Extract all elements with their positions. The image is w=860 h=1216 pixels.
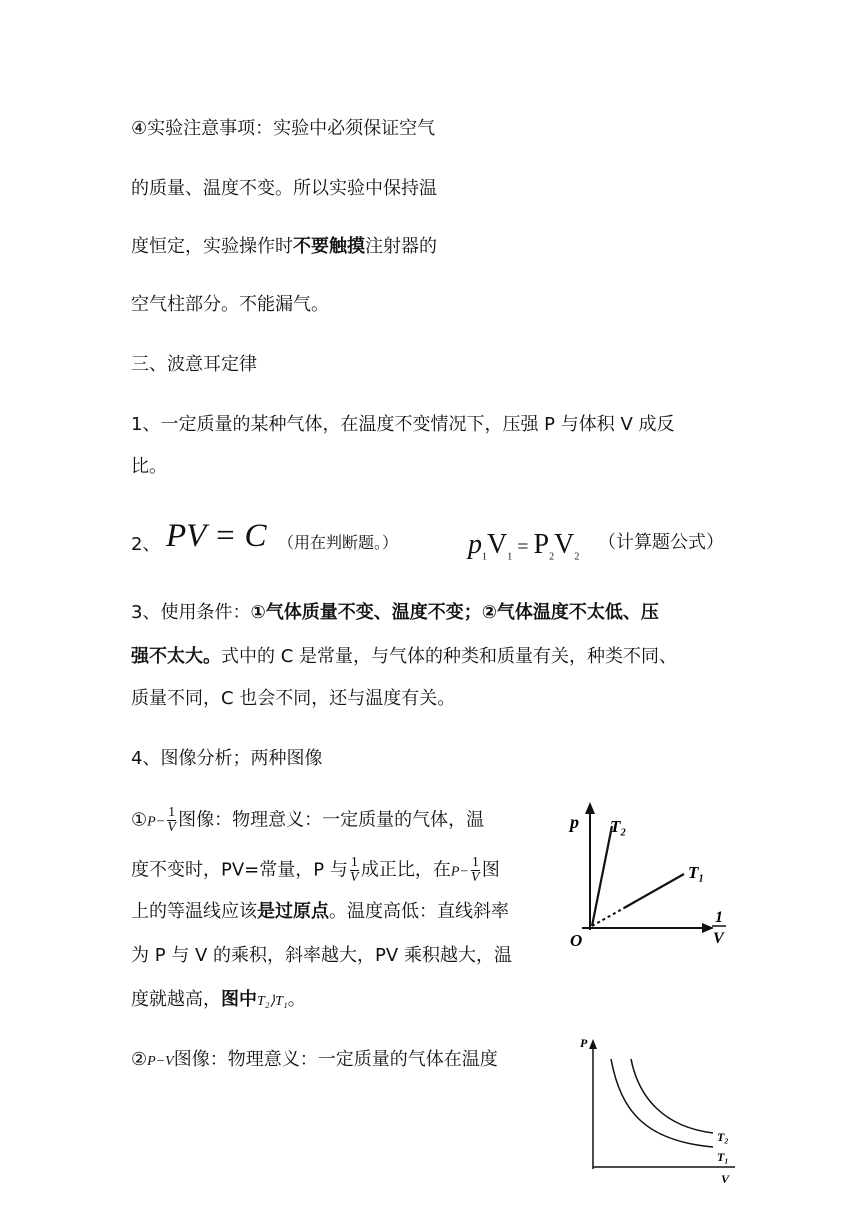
note4-line4: 空气柱部分。不能漏气。 bbox=[131, 294, 329, 315]
frac-num: 1 bbox=[168, 805, 176, 820]
graph1-line5-c: 。 bbox=[287, 989, 306, 1010]
frac-den: V bbox=[350, 870, 359, 885]
graph1-line2-b: 成正比，在 bbox=[360, 859, 451, 881]
graph1-line5-a: 度就越高， bbox=[131, 989, 221, 1010]
t2-gt-t1: T₂⟩T₁ bbox=[257, 994, 288, 1009]
fig1-line-t1 bbox=[624, 874, 684, 908]
fig2-t1-label: T₁ bbox=[717, 1150, 729, 1164]
graph2-line1-num: ② bbox=[131, 1049, 148, 1070]
note4-line3-c: 注射器的 bbox=[365, 236, 437, 257]
fig1-line-t2 bbox=[592, 826, 612, 926]
fig2-x-label: V bbox=[721, 1172, 730, 1186]
frac-den: V bbox=[471, 870, 480, 885]
item3-line3: 质量不同，C 也会不同，还与温度有关。 bbox=[131, 688, 456, 709]
fig1-origin-label: O bbox=[570, 931, 583, 950]
graph1-p-minus: P− bbox=[450, 864, 469, 880]
fig2-curve-t2 bbox=[631, 1059, 713, 1133]
frac-num: 1 bbox=[350, 855, 358, 870]
section3-title: 三、波意耳定律 bbox=[131, 354, 257, 375]
item1-line2: 比。 bbox=[131, 456, 167, 477]
item3-line1 bbox=[131, 601, 659, 625]
item4-heading: 4、图像分析；两种图像 bbox=[131, 748, 323, 769]
graph1-line2-c: 图 bbox=[481, 859, 500, 881]
fig2-t2-label: T₂ bbox=[717, 1130, 729, 1144]
graph1-line3-a: 上的等温线应该 bbox=[131, 901, 257, 922]
note4-line1: ④实验注意事项：实验中必须保证空气 bbox=[131, 118, 436, 139]
graph1-line2 bbox=[131, 856, 500, 885]
one-over-v-fraction bbox=[471, 856, 480, 885]
item3-line2 bbox=[131, 645, 677, 669]
item2-note-calc: （计算题公式） bbox=[598, 532, 724, 553]
item3-line2-bold: 强不太大。 bbox=[131, 646, 221, 667]
graph1-p-minus: P− bbox=[147, 814, 166, 830]
fig1-t2-label: T₂ bbox=[610, 817, 627, 836]
graph1-line1-b: 图像：物理意义：一定质量的气体，温 bbox=[178, 809, 485, 831]
fig2-y-arrow bbox=[589, 1039, 597, 1049]
frac-den: V bbox=[167, 820, 176, 835]
graph2-line1 bbox=[131, 1048, 498, 1074]
graph1-line4: 为 P 与 V 的乘积，斜率越大，PV 乘积越大，温 bbox=[131, 945, 512, 966]
pvc-formula: PV = C bbox=[166, 518, 267, 554]
graph1-line1 bbox=[131, 806, 484, 835]
item3-line1-a: 3、使用条件： bbox=[131, 602, 251, 623]
p1v1-p2v2-formula: $p_1V_1 = P_2V_2$ bbox=[468, 529, 580, 563]
fig1-t1-label: T₁ bbox=[688, 863, 705, 882]
fig1-y-label: p bbox=[570, 812, 579, 832]
fig1-x-label-num: 1 bbox=[715, 909, 723, 926]
graph1-line2-a: 度不变时，PV=常量，P 与 bbox=[131, 859, 348, 881]
one-over-v-fraction bbox=[167, 806, 176, 835]
graph2-pv-label: P−V bbox=[147, 1054, 174, 1069]
note4-line3 bbox=[131, 235, 437, 259]
one-over-v-fraction bbox=[350, 856, 359, 885]
note4-line2: 的质量、温度不变。所以实验中保持温 bbox=[131, 178, 437, 199]
item2-note-judgment: （用在判断题。） bbox=[278, 533, 399, 552]
graph1-line3-bold: 是过原点 bbox=[257, 901, 329, 922]
item3-line1-bold: ①气体质量不变、温度不变；②气体温度不太低、压 bbox=[250, 602, 659, 623]
item3-line2-b: 式中的 C 是常量，与气体的种类和质量有关，种类不同、 bbox=[221, 646, 678, 667]
graph1-line5 bbox=[131, 988, 306, 1014]
fig2-curve-t1 bbox=[611, 1059, 713, 1147]
p-v-figure bbox=[575, 1035, 755, 1216]
fig2-y-label: P bbox=[580, 1036, 588, 1050]
fig1-y-arrow bbox=[585, 802, 595, 814]
frac-num: 1 bbox=[471, 855, 479, 870]
graph1-line5-bold: 图中 bbox=[221, 989, 257, 1010]
graph1-line3 bbox=[131, 900, 509, 924]
item2-prefix: 2、 bbox=[131, 534, 161, 555]
graph2-line1-c: 图像：物理意义：一定质量的气体在温度 bbox=[173, 1049, 498, 1070]
graph1-line3-c: 。温度高低：直线斜率 bbox=[329, 901, 509, 922]
fig1-line-t1-dashed bbox=[592, 908, 624, 926]
note4-line3-bold: 不要触摸 bbox=[293, 236, 365, 257]
graph1-line1-num: ① bbox=[131, 809, 148, 831]
fig1-x-label-den: V bbox=[713, 930, 724, 947]
note4-line3-a: 度恒定，实验操作时 bbox=[131, 236, 293, 257]
item1-line1: 1、一定质量的某种气体，在温度不变情况下，压强 P 与体积 V 成反 bbox=[131, 414, 675, 435]
p-inverse-v-figure bbox=[560, 800, 740, 950]
